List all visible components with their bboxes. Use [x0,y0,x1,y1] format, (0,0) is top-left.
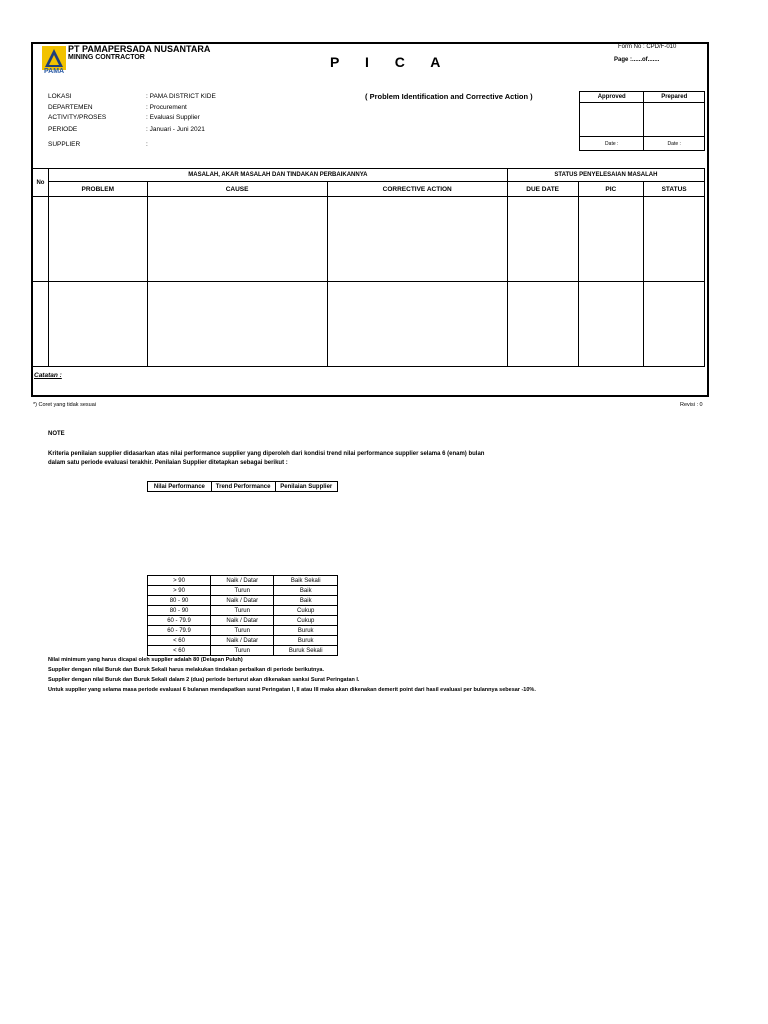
table-row [148,586,338,596]
table-row [148,626,338,636]
table-row [148,636,338,646]
perf-cell: Buruk [274,636,338,646]
note-line-1: Kriteria penilaian supplier didasarkan atas nilai performance supplier yang diperoleh dari kondisi trend nilai performance supplier selama 6 (enam) bulan [48,451,485,457]
rule-line-1: Nilai minimum yang harus dicapai oleh supplier adalah 80 (Delapan Puluh) [48,657,243,663]
perf-cell: Cukup [274,606,338,616]
perf-cell: Naik / Datar [211,596,274,606]
perf-cell: Baik [274,596,338,606]
cell-due-date[interactable] [507,197,578,282]
note-line-2: dalam satu periode evaluasi terakhir. Penilaian Supplier ditetapkan sebagai berikut : [48,460,288,466]
logo-text: PAMA [44,68,65,75]
rule-line-4: Untuk supplier yang selama masa periode evaluasi 6 bulanan mendapatkan surat Peringatan I, II atau III maka akan dikenakan demerit point dari hasil evaluasi per bulannya sebesar -10%. [48,687,536,693]
info-value-periode: : Januari - Juni 2021 [146,126,205,133]
table-row [148,596,338,606]
col-due-date: DUE DATE [507,182,578,197]
prepared-header: Prepared [644,92,705,103]
pica-table [32,168,705,367]
perf-cell: > 90 [148,586,211,596]
perf-cell: < 60 [148,646,211,656]
perf-cell: Turun [211,606,274,616]
perf-cell: Baik Sekali [274,576,338,586]
info-label-periode: PERIODE [48,126,78,133]
cell-problem[interactable] [48,282,147,367]
cell-status[interactable] [644,282,705,367]
approval-table [579,91,705,151]
table-row [148,646,338,656]
approved-date[interactable]: Date : [580,137,644,151]
no-header: No [33,169,49,197]
perf-cell: 80 - 90 [148,606,211,616]
group-header-status: STATUS PENYELESAIAN MASALAH [507,169,704,182]
footer-note: *) Coret yang tidak sesuai [33,402,96,408]
perf-header-penilaian: Penilaian Supplier [275,482,337,492]
perf-cell: < 60 [148,636,211,646]
col-corrective-action: CORRECTIVE ACTION [327,182,507,197]
company-name: PT PAMAPERSADA NUSANTARA [68,44,211,54]
perf-header-nilai: Nilai Performance [148,482,212,492]
perf-cell: Turun [211,626,274,636]
info-value-lokasi: : PAMA DISTRICT KIDE [146,93,216,100]
table-row [148,576,338,586]
info-label-supplier: SUPPLIER [48,141,81,148]
rule-line-3: Supplier dengan nilai Buruk dan Buruk Sekali dalam 2 (dua) periode berturut akan dikenakan sanksi Surat Peringatan I. [48,677,360,683]
col-cause: CAUSE [147,182,327,197]
info-label-lokasi: LOKASI [48,93,72,100]
form-number: Form No : CPD/F-010 [618,44,677,50]
perf-cell: > 90 [148,576,211,586]
group-header-masalah: MASALAH, AKAR MASALAH DAN TINDAKAN PERBAIKANNYA [48,169,507,182]
page-title: P I C A [330,54,452,70]
catatan-label: Catatan : [34,372,62,379]
perf-header-trend: Trend Performance [211,482,275,492]
info-value-activity: : Evaluasi Supplier [146,114,200,121]
perf-cell: 60 - 79.9 [148,616,211,626]
table-row [148,606,338,616]
table-row [33,197,705,282]
cell-cause[interactable] [147,282,327,367]
cell-corrective-action[interactable] [327,197,507,282]
perf-cell: Turun [211,586,274,596]
performance-header-table [147,481,338,492]
info-label-activity: ACTIVITY/PROSES [48,114,107,121]
cell-no[interactable] [33,282,49,367]
perf-cell: Cukup [274,616,338,626]
performance-table [147,575,338,656]
info-value-supplier: : [146,141,148,148]
perf-cell: Naik / Datar [211,576,274,586]
note-heading: NOTE [48,431,65,437]
table-row [33,282,705,367]
perf-cell: Buruk [274,626,338,636]
cell-pic[interactable] [578,197,644,282]
approved-signature-cell[interactable] [580,103,644,137]
cell-cause[interactable] [147,197,327,282]
company-subtitle: MINING CONTRACTOR [68,54,145,61]
perf-cell: 60 - 79.9 [148,626,211,636]
perf-cell: Naik / Datar [211,616,274,626]
cell-pic[interactable] [578,282,644,367]
perf-cell: Baik [274,586,338,596]
col-pic: PIC [578,182,644,197]
col-status: STATUS [644,182,705,197]
approved-header: Approved [580,92,644,103]
pama-logo-icon [42,46,66,70]
revision-label: Revisi : 0 [680,402,703,408]
perf-cell: Turun [211,646,274,656]
info-value-departemen: : Procurement [146,104,187,111]
prepared-date[interactable]: Date : [644,137,705,151]
cell-due-date[interactable] [507,282,578,367]
table-row [148,616,338,626]
perf-cell: 80 - 90 [148,596,211,606]
cell-problem[interactable] [48,197,147,282]
info-label-departemen: DEPARTEMEN [48,104,93,111]
cell-status[interactable] [644,197,705,282]
form-subtitle: ( Problem Identification and Corrective Action ) [365,92,533,101]
cell-no[interactable] [33,197,49,282]
perf-cell: Naik / Datar [211,636,274,646]
page-number: Page :......of....... [614,57,660,63]
cell-corrective-action[interactable] [327,282,507,367]
perf-cell: Buruk Sekali [274,646,338,656]
rule-line-2: Supplier dengan nilai Buruk dan Buruk Sekali harus melakukan tindakan perbaikan di periode berikutnya. [48,667,324,673]
col-problem: PROBLEM [48,182,147,197]
prepared-signature-cell[interactable] [644,103,705,137]
